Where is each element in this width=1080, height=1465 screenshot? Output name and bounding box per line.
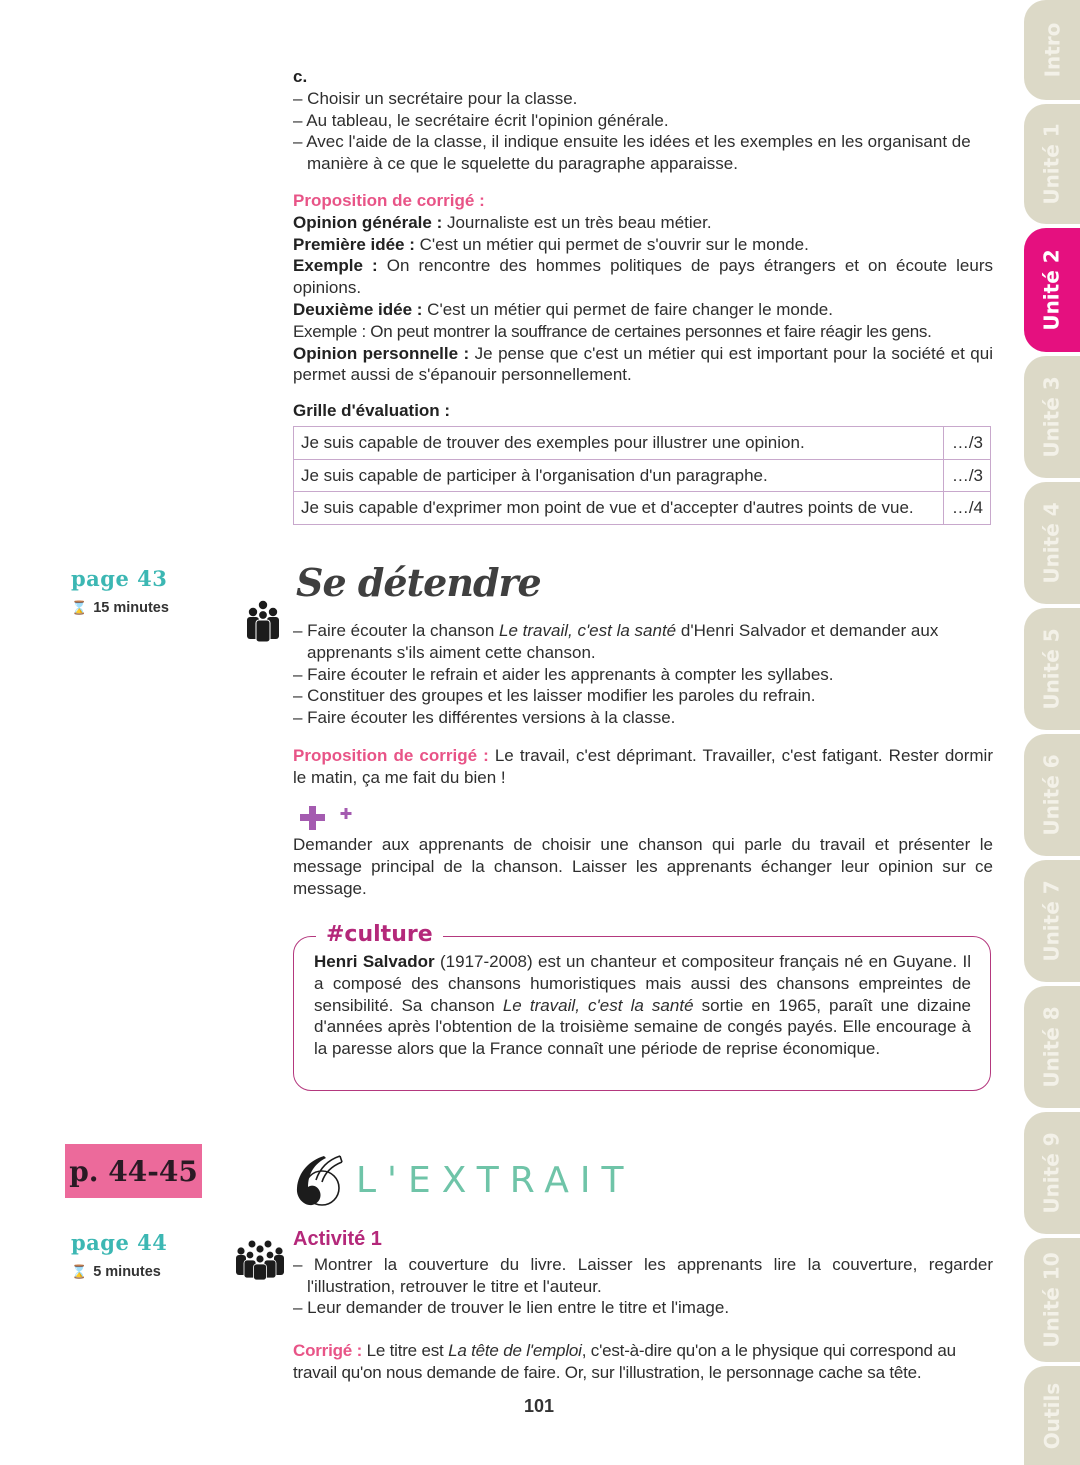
tab-unite-3[interactable]: Unité 3: [1024, 356, 1080, 478]
corrige-line: [293, 212, 993, 234]
tab-unite-5[interactable]: Unité 5: [1024, 608, 1080, 730]
list-item: – Faire écouter la chanson Le travail, c'est la santé d'Henri Salvador et demander aux apprenants s'ils aiment cette chanson.: [293, 621, 939, 662]
corrige-line: [293, 321, 993, 343]
line-text: Je pense que c'est un métier qui est important pour la société et qui permet aussi de s'épanouir personnellement.: [293, 343, 993, 385]
duration-text: 15 minutes: [93, 600, 169, 616]
duration-text: 5 minutes: [93, 1264, 161, 1280]
duration: [71, 600, 169, 616]
hourglass-icon: ⌛: [71, 1264, 88, 1279]
list-item: – Constituer des groupes et les laisser modifier les paroles du refrain.: [293, 686, 816, 706]
corrige-text: Le travail, c'est déprimant. Travailler, c'est fatigant. Rester dormir le matin, ça me fait du bien !: [293, 746, 993, 787]
tab-unite-9[interactable]: Unité 9: [1024, 1112, 1080, 1234]
quote-icon: [292, 1150, 350, 1210]
tab-unite-10[interactable]: Unité 10: [1024, 1238, 1080, 1362]
line-label: Opinion personnelle :: [293, 343, 470, 363]
activity-title: Activité 1: [293, 1228, 382, 1250]
section-c: [293, 66, 993, 175]
tab-unite-1[interactable]: Unité 1: [1024, 104, 1080, 224]
corrige-line: [293, 255, 993, 299]
group-people-icon: [235, 1240, 285, 1280]
unit-tabs: [1024, 0, 1080, 1465]
line-label: Exemple :: [293, 256, 378, 276]
table-row: [294, 426, 991, 459]
line-label: Opinion générale :: [293, 212, 443, 232]
duration: [71, 1264, 161, 1280]
tab-unite-7[interactable]: Unité 7: [1024, 860, 1080, 982]
culture-tag: #culture: [316, 922, 443, 947]
list-item: – Avec l'aide de la classe, il indique ensuite les idées et les exemples en les organisant de manière à ce que le squelette du paragraphe apparaisse.: [293, 132, 971, 174]
extension-text: Demander aux apprenants de choisir une chanson qui parle du travail et présenter le message principal de la chanson. Laisser les apprenants échanger leur opinion sur ce message.: [293, 835, 993, 898]
list-item: – Faire écouter le refrain et aider les apprenants à compter les syllabes.: [293, 664, 834, 684]
page-label: page 43: [71, 566, 168, 591]
hourglass-icon: ⌛: [71, 600, 88, 615]
tab-unite-8[interactable]: Unité 8: [1024, 986, 1080, 1108]
se-detendre-corrige: [293, 745, 993, 789]
grille-table: [293, 426, 991, 525]
corrige-line: [293, 299, 993, 321]
tab-outils[interactable]: Outils: [1024, 1366, 1080, 1465]
section-title: Se détendre: [296, 560, 541, 605]
tab-unite-2[interactable]: Unité 2: [1024, 228, 1080, 352]
corrige-heading: Proposition de corrigé :: [293, 191, 485, 210]
page-range-badge: [65, 1144, 202, 1198]
tab-unite-6[interactable]: Unité 6: [1024, 734, 1080, 856]
corrige-line: [293, 234, 993, 256]
corrige-line: [293, 343, 993, 387]
corrige-block: [293, 190, 993, 386]
corrige-label: Corrigé :: [293, 1341, 363, 1360]
criterion-cell: Je suis capable d'exprimer mon point de vue et d'accepter d'autres points de vue.: [294, 492, 944, 525]
page-range-text: p. 44-45: [69, 1154, 198, 1188]
culture-text: Henri Salvador (1917-2008) est un chanteur et compositeur français né en Guyane. Il a composé des chansons humoristiques mais aussi des chansons empreintes de sensibilité. Sa chanson Le travail, c'est la santé sortie en 1965, paraît une dizaine d'années après l'obtention de la troisième semaine de congés payés. Elle encourage à la paresse alors que la France connaît une période de reprise économique.: [314, 952, 971, 1059]
line-label: Deuxième idée :: [293, 299, 423, 319]
list-item: – Choisir un secrétaire pour la classe.: [293, 88, 578, 108]
score-cell: …/3: [943, 426, 990, 459]
extrait-title: L'EXTRAIT: [356, 1160, 635, 1201]
list-item: – Faire écouter les différentes versions à la classe.: [293, 708, 676, 728]
criterion-cell: Je suis capable de participer à l'organisation d'un paragraphe.: [294, 459, 944, 492]
plus-plus-icon: [299, 804, 359, 832]
table-row: [294, 459, 991, 492]
se-detendre-list: [293, 620, 993, 729]
line-text: On rencontre des hommes politiques de pays étrangers et on écoute leurs opinions.: [293, 256, 993, 298]
list-item: – Au tableau, le secrétaire écrit l'opinion générale.: [293, 110, 669, 130]
page-label: page 44: [71, 1230, 168, 1255]
list-item: – Montrer la couverture du livre. Laisser les apprenants lire la couverture, regarder l'illustration, retrouver le titre et l'auteur.: [293, 1254, 993, 1296]
activite-1: [293, 1229, 993, 1319]
line-text: C'est un métier qui permet de s'ouvrir sur le monde.: [414, 234, 809, 254]
extension-activity: [293, 834, 993, 899]
grille-heading: Grille d'évaluation :: [293, 401, 451, 420]
line-label: Première idée :: [293, 234, 415, 254]
extrait-corrige: Corrigé : Le titre est La tête de l'emploi, c'est-à-dire qu'on a le physique qui correspond au travail qu'on nous demande de faire. Or, sur l'illustration, le personnage cache sa tête.: [293, 1341, 956, 1382]
line-text: Journaliste est un très beau métier.: [442, 212, 712, 232]
line-text: C'est un métier qui permet de faire changer le monde.: [422, 299, 833, 319]
corrige-label: Proposition de corrigé :: [293, 746, 489, 765]
criterion-cell: Je suis capable de trouver des exemples pour illustrer une opinion.: [294, 426, 944, 459]
tab-unite-4[interactable]: Unité 4: [1024, 482, 1080, 604]
tab-intro[interactable]: Intro: [1024, 0, 1080, 100]
line-text: Exemple : On peut montrer la souffrance de certaines personnes et faire réagir les gens.: [293, 321, 932, 341]
score-cell: …/3: [943, 459, 990, 492]
grille-evaluation: [293, 400, 993, 525]
page-number: 101: [524, 1396, 555, 1416]
section-c-label: c.: [293, 67, 308, 86]
list-item: – Leur demander de trouver le lien entre le titre et l'image.: [293, 1298, 730, 1318]
table-row: [294, 492, 991, 525]
score-cell: …/4: [943, 492, 990, 525]
group-people-icon: [246, 600, 280, 642]
